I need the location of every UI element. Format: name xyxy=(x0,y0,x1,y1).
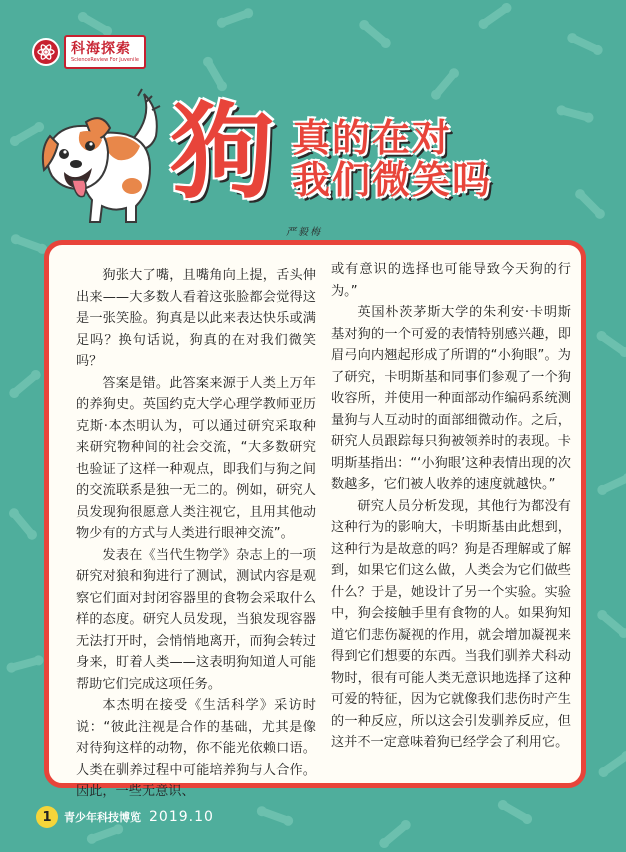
title-line-2: 我们微笑吗 xyxy=(292,158,493,202)
logo-title: 科海探索 xyxy=(71,40,131,57)
logo-subtitle: ScienceReview For Juvenile xyxy=(71,56,139,63)
cartoon-dog-illustration xyxy=(40,88,168,228)
article-column-right xyxy=(331,259,571,754)
page-footer xyxy=(36,804,214,830)
paragraph: 英国朴茨茅斯大学的朱利安·卡明斯基对狗的一个可爱的表情特别感兴趣，即眉弓向内翘起形成了所谓的“小狗眼”。为了研究，卡明斯基和同事们参观了一个狗收容所，并使用一种面部动作编码系统测量狗与人互动时的面部细微动作。之后，研究人员跟踪每只狗被领养时的表现。卡明斯基指出：“‘小狗眼’这种表情出现的次数越多，它们被人收养的速度就越快。” xyxy=(331,305,571,492)
article-card xyxy=(44,240,586,799)
magazine-name: 青少年科技博览 xyxy=(64,811,141,824)
author-byline: 严毅梅 xyxy=(286,227,322,238)
issue-date: 2019.10 xyxy=(149,809,214,825)
paragraph: 发表在《当代生物学》杂志上的一项研究对狼和狗进行了测试，测试内容是观察它们面对封闭容器里的食物会采取什么样的态度。研究人员发现，当狼发现容器无法打开时，会悄悄地离开，而狗会转过身来，盯着人类——这表明狗知道人可能帮助它们完成这项任务。 xyxy=(76,547,316,692)
paragraph: 本杰明在接受《生活科学》采访时说：“彼此注视是合作的基础，尤其是像对待狗这样的动物，你不能光依赖口语。人类在驯养过程中可能培养狗与人合作。因此，一些无意识、 xyxy=(76,698,316,799)
paragraph: 狗张大了嘴，且嘴角向上提，舌头伸出来——大多数人看着这张脸都会觉得这是一张笑脸。狗真是以此来表达快乐或满足吗？换句话说，狗真的在对我们微笑吗？ xyxy=(76,268,316,369)
logo-text-box xyxy=(64,35,146,69)
paragraph: 研究人员分析发现，其他行为都没有这种行为的影响大，卡明斯基由此想到，这种行为是故意的吗？狗是否理解或了解到，如果它们这么做，人类会为它们做些什么？于是，她设计了另一个实验。实验中，狗会接触手里有食物的人。如果狗知道它们悲伤凝视的作用，就会增加凝视来得到它们想要的东西。当我们驯养犬科动物时，很有可能人类无意识地选择了这种可爱的特征，因为它就像我们悲伤时产生的一种反应，所以这会引发驯养反应，但这并不一定意味着狗已经学会了利用它。 xyxy=(331,498,571,750)
atom-icon xyxy=(32,38,60,66)
magazine-section-logo xyxy=(32,38,146,66)
paragraph: 答案是错。此答案来源于人类上万年的养狗史。英国约克大学心理学教师亚历克斯·本杰明认为，可以通过研究采取种来研究物种间的社会交流，“大多数研究也验证了这样一种观点，即我们与狗之间的交流联系是独一无二的。例如，研究人员发现狗很愿意人类注视它，且用其他动物少有的方式与人类进行眼神交流”。 xyxy=(76,375,316,541)
title-line-1: 真的在对 xyxy=(292,116,453,160)
title-main-character: 狗 xyxy=(170,91,275,213)
page-number-badge: 1 xyxy=(36,806,58,828)
paragraph-continued: 或有意识的选择也可能导致今天狗的行为。” xyxy=(331,262,571,299)
article-column-left xyxy=(76,265,316,803)
